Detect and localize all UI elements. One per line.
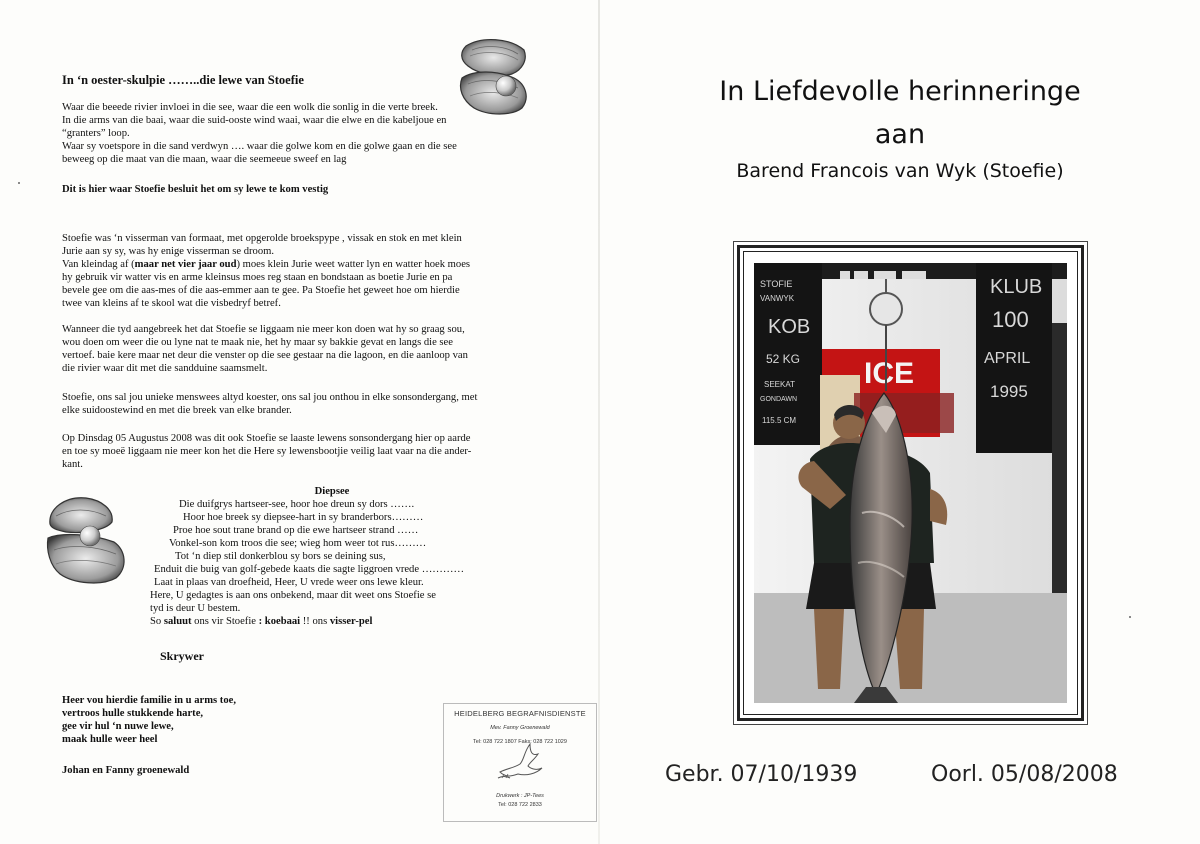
- poem-line: Proe hoe sout trane brand op die ewe hartseer strand ……: [173, 525, 419, 536]
- prayer-line: vertroos hulle stukkende harte,: [62, 708, 204, 719]
- body-line: hy gebruik vir watter vis en arme kleinsus moes reg staan en bondstaan as boetie Jurie en pa: [62, 272, 453, 283]
- memorial-photo: [754, 263, 1067, 703]
- funeral-home-stamp: [443, 703, 597, 822]
- intro-line: beweeg op die maat van die maan, waar die seemeeue sweef en lag: [62, 154, 347, 165]
- body-line: Stoefie, ons sal jou unieke menswees altyd koester, ons sal jou onthou in elke sonsondergang, met: [62, 392, 478, 403]
- intro-line: Waar die beeede rivier invloei in die see, waar die een wolk die sonlig in die verte breek.: [62, 102, 438, 113]
- intro-line: Waar sy voetspore in die sand verdwyn …. waar die golwe kom en die golwe gaan en die see: [62, 141, 457, 152]
- body-line: [62, 258, 542, 271]
- body-line: Wanneer die tyd aangebreek het dat Stoefie se liggaam nie meer kon doen wat hy so graag sou,: [62, 324, 465, 335]
- poem-text: So: [150, 616, 164, 627]
- intro-line: In die arms van die baai, waar die suid-ooste wind waai, waar die elwe en die kabeljoue en: [62, 115, 447, 126]
- funeral-home-phone: Tel: 028 722 1807 Faks: 028 722 1029: [473, 739, 567, 745]
- body-line: die rivier waar dit met die sandduine saamsmelt.: [62, 363, 268, 374]
- poem-text: !! ons: [300, 616, 330, 627]
- poem-line: Enduit die buig van golf-gebede kaats die sagte liggroen vrede …………: [154, 564, 465, 575]
- scan-speck: [1129, 616, 1131, 618]
- poem-bold-text: saluut: [163, 616, 192, 627]
- body-line: Op Dinsdag 05 Augustus 2008 was dit ook Stoefie se laaste lewens sonsondergang hier op aarde: [62, 433, 471, 444]
- board-text: 1995: [990, 382, 1028, 401]
- birth-date: Gebr. 07/10/1939: [665, 762, 858, 787]
- body-text: ) moes klein Jurie weet watter lyn en watter hoek moes: [236, 259, 471, 270]
- board-text: APRIL: [984, 350, 1031, 367]
- board-text: SEEKAT: [764, 380, 795, 389]
- oyster-pearl-icon: [44, 494, 132, 586]
- poem-line: tyd is deur U bestem.: [150, 603, 241, 614]
- board-text: STOFIE: [760, 279, 793, 289]
- body-bold-text: maar net vier jaar oud: [134, 259, 237, 270]
- signature-names: Johan en Fanny groenewald: [62, 765, 190, 776]
- poem-line: Laat in plaas van droefheid, Heer, U vrede weer ons lewe kleur.: [154, 577, 424, 588]
- prayer-line: maak hulle weer heel: [62, 734, 158, 745]
- death-date: Oorl. 05/08/2008: [931, 762, 1118, 787]
- page-fold: [598, 0, 600, 844]
- poem-bold-text: : koebaai: [258, 616, 301, 627]
- board-text: 100: [992, 307, 1029, 332]
- ice-sign: ICE: [864, 357, 915, 390]
- memorial-title-aan: aan: [874, 119, 926, 150]
- body-line: bevele gee om die aas-mes of die aas-emmer aan te gee. Pa Stoefie het geweet hoe om hierdie: [62, 285, 460, 296]
- funeral-home-manager: Mev. Fanny Groenewald: [490, 725, 550, 731]
- board-text: GONDAWN: [760, 396, 798, 403]
- closing-prayer: [62, 694, 236, 746]
- intro-line: “granters” loop.: [62, 128, 130, 139]
- scan-speck: [18, 182, 20, 184]
- printer-credit: Drukwerk : JP-Tees: [496, 793, 544, 799]
- prayer-line: Heer vou hierdie familie in u arms toe,: [62, 695, 236, 706]
- prayer-line: gee vir hul ‘n nuwe lewe,: [62, 721, 174, 732]
- poem-text: ons vir Stoefie: [191, 616, 259, 627]
- body-paragraph: [62, 323, 542, 375]
- body-line: wou doen om weer die ou lyne nat te maak nie, het hy maar sy bakkie gevat en langs die see: [62, 337, 453, 348]
- board-text: VANWYK: [760, 294, 795, 303]
- poem-line: Here, U gedagtes is aan ons onbekend, maar dit weet ons Stoefie se: [150, 590, 436, 601]
- memorial-title: In Liefdevolle herinneringe: [719, 76, 1081, 107]
- funeral-home-name: HEIDELBERG BEGRAFNISDIENSTE: [454, 709, 586, 718]
- body-paragraph: [62, 232, 542, 310]
- bold-statement: Dit is hier waar Stoefie besluit het om sy lewe te kom vestig: [62, 184, 329, 195]
- poem-line: Tot ‘n diep stil donkerblou sy bors se deining sus,: [175, 551, 386, 562]
- body-paragraph: [62, 432, 542, 471]
- poem-title: Diepsee: [314, 486, 350, 497]
- body-line: twee van kleins af te skool wat die visbedryf betref.: [62, 298, 281, 309]
- board-text: 52 KG: [766, 352, 801, 366]
- board-text: KOB: [768, 316, 811, 338]
- body-line: kant.: [62, 459, 83, 470]
- oyster-pearl-icon: [452, 36, 534, 120]
- body-line: en toe sy moeë liggaam nie meer kon het die Here sy lewensbootjie veilig laat vaar na die ander-: [62, 446, 472, 457]
- poem-line: [62, 615, 542, 628]
- poem-line: Vonkel-son kom troos die see; wieg hom weer tot rus………: [169, 538, 427, 549]
- board-text: KLUB: [990, 276, 1043, 298]
- body-text: Van kleindag af (: [62, 259, 135, 270]
- poem: [62, 485, 542, 628]
- poem-line: Die duifgrys hartseer-see, hoor hoe dreun sy dors …….: [179, 499, 415, 510]
- dove-icon: [494, 738, 546, 784]
- author-label: Skrywer: [160, 649, 204, 663]
- body-line: Jurie aan sy sy, was hy enige visserman se droom.: [62, 246, 275, 257]
- body-paragraph: [62, 391, 542, 417]
- poem-bold-text: visser-pel: [329, 616, 373, 627]
- printer-phone: Tel: 028 722 2833: [498, 802, 542, 808]
- board-text: 115.5 CM: [762, 416, 797, 425]
- deceased-name: Barend Francois van Wyk (Stoefie): [736, 160, 1064, 182]
- poem-line: Hoor hoe breek sy diepsee-hart in sy branderbors………: [183, 512, 424, 523]
- body-line: elke suidoostewind en met die breek van elke brander.: [62, 405, 292, 416]
- left-heading: In ‘n oester-skulpie ……..die lewe van Stoefie: [62, 73, 304, 87]
- body-line: Stoefie was ‘n visserman van formaat, met opgerolde broekspype , vissak en stok en met klein: [62, 233, 462, 244]
- body-line: vertoef. baie kere maar net deur die venster op die see gestaar na die lagoon, en die aanloop van: [62, 350, 468, 361]
